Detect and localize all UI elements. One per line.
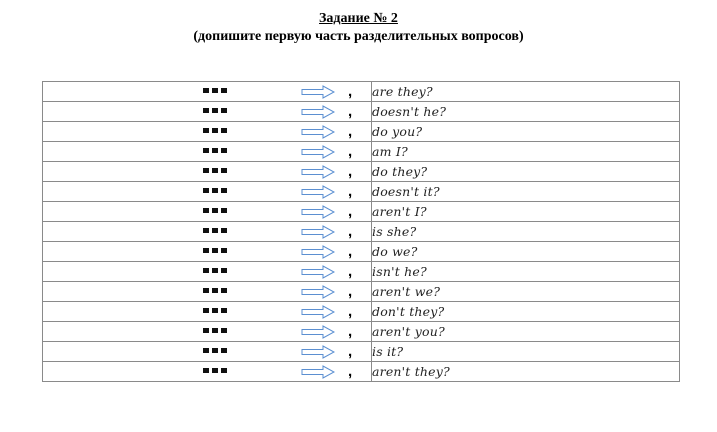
table-row — [43, 82, 680, 102]
comma-mark: , — [348, 103, 353, 120]
tag-question: aren't I? — [372, 202, 680, 222]
tag-question: aren't we? — [372, 282, 680, 302]
table-row — [43, 222, 680, 242]
blank-cell[interactable] — [43, 322, 372, 342]
blank-placeholder — [203, 128, 231, 135]
right-arrow-icon — [301, 225, 335, 239]
comma-mark: , — [348, 223, 353, 240]
comma-mark: , — [348, 163, 353, 180]
table-row — [43, 342, 680, 362]
table-row — [43, 162, 680, 182]
blank-cell[interactable] — [43, 302, 372, 322]
blank-cell[interactable] — [43, 202, 372, 222]
blank-placeholder — [203, 148, 231, 155]
blank-placeholder — [203, 188, 231, 195]
tag-question: do you? — [372, 122, 680, 142]
comma-mark: , — [348, 203, 353, 220]
table-row — [43, 362, 680, 382]
tag-question: are they? — [372, 82, 680, 102]
table-row — [43, 202, 680, 222]
right-arrow-icon — [301, 265, 335, 279]
right-arrow-icon — [301, 365, 335, 379]
table-body — [43, 82, 680, 382]
task-title: Задание № 2 — [319, 11, 398, 26]
blank-cell[interactable] — [43, 122, 372, 142]
blank-placeholder — [203, 328, 231, 335]
table-row — [43, 262, 680, 282]
blank-cell[interactable] — [43, 362, 372, 382]
table-row — [43, 122, 680, 142]
blank-placeholder — [203, 168, 231, 175]
tag-questions-table — [42, 81, 680, 382]
right-arrow-icon — [301, 285, 335, 299]
comma-mark: , — [348, 243, 353, 260]
right-arrow-icon — [301, 345, 335, 359]
blank-cell[interactable] — [43, 342, 372, 362]
task-subtitle: (допишите первую часть разделительных вопросов) — [193, 29, 524, 44]
tag-question: aren't you? — [372, 322, 680, 342]
tag-question: isn't he? — [372, 262, 680, 282]
right-arrow-icon — [301, 185, 335, 199]
blank-placeholder — [203, 248, 231, 255]
blank-placeholder — [203, 348, 231, 355]
blank-placeholder — [203, 268, 231, 275]
right-arrow-icon — [301, 125, 335, 139]
blank-cell[interactable] — [43, 222, 372, 242]
tag-question: is she? — [372, 222, 680, 242]
comma-mark: , — [348, 183, 353, 200]
tag-question: doesn't it? — [372, 182, 680, 202]
comma-mark: , — [348, 363, 353, 380]
tag-question: don't they? — [372, 302, 680, 322]
table-row — [43, 142, 680, 162]
comma-mark: , — [348, 263, 353, 280]
blank-cell[interactable] — [43, 242, 372, 262]
right-arrow-icon — [301, 305, 335, 319]
comma-mark: , — [348, 303, 353, 320]
blank-placeholder — [203, 308, 231, 315]
blank-placeholder — [203, 108, 231, 115]
right-arrow-icon — [301, 325, 335, 339]
right-arrow-icon — [301, 245, 335, 259]
blank-cell[interactable] — [43, 182, 372, 202]
comma-mark: , — [348, 143, 353, 160]
right-arrow-icon — [301, 165, 335, 179]
comma-mark: , — [348, 123, 353, 140]
table-row — [43, 282, 680, 302]
tag-question: am I? — [372, 142, 680, 162]
comma-mark: , — [348, 343, 353, 360]
right-arrow-icon — [301, 85, 335, 99]
blank-placeholder — [203, 368, 231, 375]
blank-cell[interactable] — [43, 282, 372, 302]
blank-cell[interactable] — [43, 142, 372, 162]
tag-question: do they? — [372, 162, 680, 182]
tag-question: doesn't he? — [372, 102, 680, 122]
table-row — [43, 242, 680, 262]
blank-cell[interactable] — [43, 82, 372, 102]
blank-placeholder — [203, 288, 231, 295]
blank-placeholder — [203, 88, 231, 95]
table-row — [43, 322, 680, 342]
blank-cell[interactable] — [43, 102, 372, 122]
right-arrow-icon — [301, 145, 335, 159]
table-row — [43, 102, 680, 122]
table-row — [43, 182, 680, 202]
page-heading — [0, 11, 717, 45]
comma-mark: , — [348, 323, 353, 340]
comma-mark: , — [348, 283, 353, 300]
tag-question: do we? — [372, 242, 680, 262]
blank-cell[interactable] — [43, 262, 372, 282]
right-arrow-icon — [301, 105, 335, 119]
blank-cell[interactable] — [43, 162, 372, 182]
tag-question: is it? — [372, 342, 680, 362]
right-arrow-icon — [301, 205, 335, 219]
blank-placeholder — [203, 208, 231, 215]
table-row — [43, 302, 680, 322]
comma-mark: , — [348, 83, 353, 100]
blank-placeholder — [203, 228, 231, 235]
tag-question: aren't they? — [372, 362, 680, 382]
